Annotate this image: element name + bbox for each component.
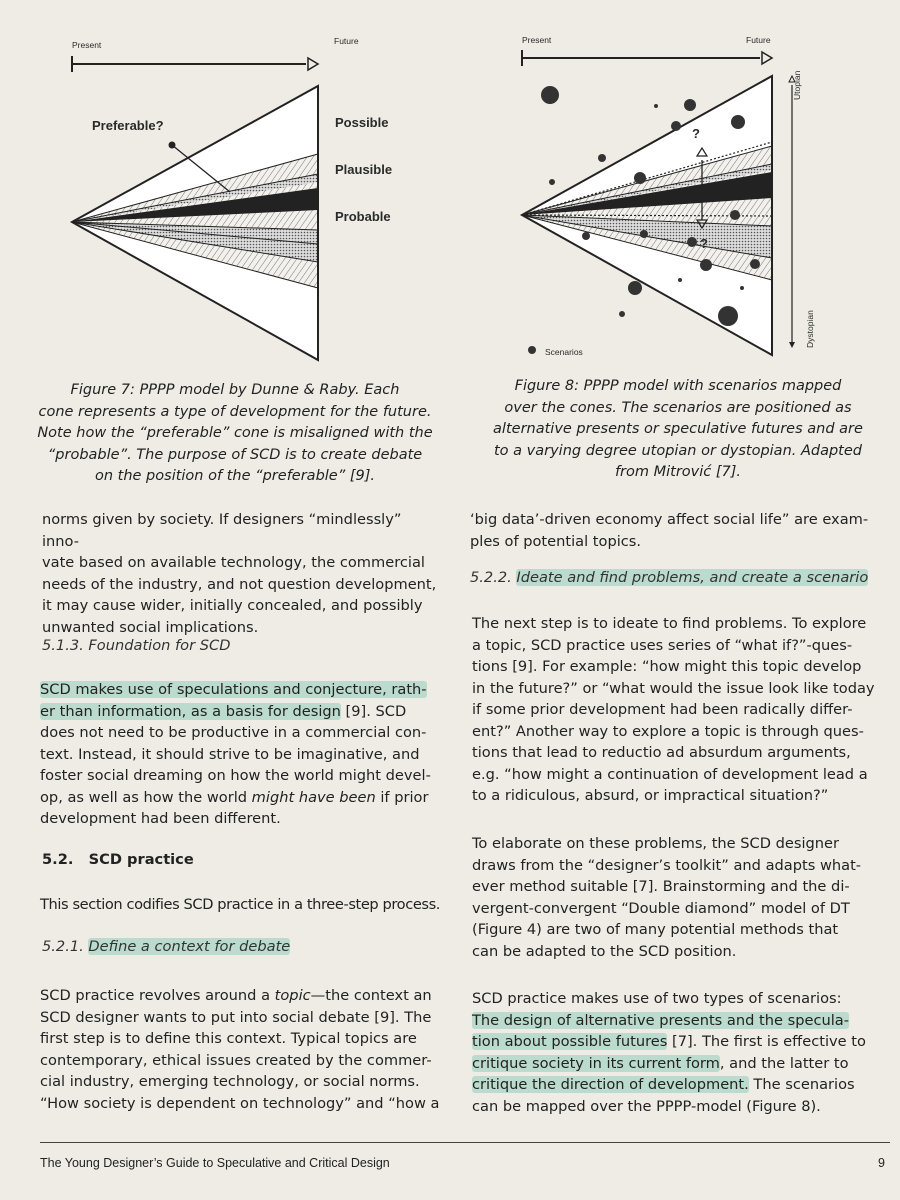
left-paragraph-4: SCD practice revolves around a topic—the context an SCD designer wants to put into social debate [9]. The first step is to define this context. Typical topics are contemporary, ethical issues created by the commer- cial industry, emerging technology, or social norms. “How society is dependent on technology” and “how a [40,987,440,1112]
fig7-future-label: Future [334,36,359,46]
footer-rule [40,1142,890,1143]
fig8-utopian-label: Utopian [792,70,802,100]
right-paragraph-3: To elaborate on these problems, the SCD designer draws from the “designer’s toolkit” and adapts what- ever method suitable [7]. Brainstorming and the di- vergent-convergent “Double diamond” model of DT (Figure 4) are two of many potential methods that can be adapted to the SCD position. [472,835,862,960]
fig8-present-label: Present [522,35,552,45]
fig7-possible-label: Possible [335,115,389,130]
footer-title: The Young Designer’s Guide to Speculative and Critical Design [40,1156,390,1170]
fig7-probable-label: Probable [335,209,391,224]
fig8-future-label: Future [746,35,771,45]
fig8-question-mark-top: ? [692,126,700,141]
fig7-present-label: Present [72,40,102,50]
fig8-dystopian-label: Dystopian [805,310,815,348]
left-paragraph-1: norms given by society. If designers “mindlessly” inno- vate based on available technology, the commercial needs of the industry, and not question development, it may cause wider, initially concealed, and possibly unwanted social implications. [42,511,437,636]
left-paragraph-3: This section codifies SCD practice in a three-step process. [40,896,441,913]
heading-5-2-1: 5.2.1. Define a context for debate [42,938,291,955]
right-paragraph-2: The next step is to ideate to find problems. To explore a topic, SCD practice uses series of “what if?”-ques- tions [9]. For example: “how might this topic develop in the future?” or “what would the issue look like today if some prior development had been radically differ- ent?” Another way to explore a topic is through ques- tions that lead to reductio ad absurdum arguments, e.g. “how might a continuation of development lead a to a ridiculous, absurd, or impractical situation?” [472,615,875,804]
fig8-question-mark-bottom: ? [700,236,708,251]
figure-8-diagram [510,30,840,370]
right-paragraph-1: ‘big data’-driven economy affect social life” are exam- ples of potential topics. [470,511,869,550]
figure-8-caption: Figure 8: PPPP model with scenarios mapped over the cones. The scenarios are positioned as alternative presents or speculative futures and are to a varying degree utopian or dystopian. Adapted from Mitrović [7]. [493,378,863,480]
left-paragraph-2: SCD makes use of speculations and conjecture, rath- er than information, as a basis for design [9]. SCD does not need to be productive in a commercial con- text. Instead, it should strive to be imaginative, and foster social dreaming on how the world might devel- op, as well as how the world might have been if prior development had been different. [40,681,431,827]
heading-5-1-3: 5.1.3. Foundation for SCD [42,637,231,654]
fig7-preferable-label: Preferable? [92,118,164,133]
fig8-scenarios-legend: Scenarios [545,347,583,357]
heading-5-2: 5.2. SCD practice [42,851,194,868]
page-number: 9 [878,1156,885,1170]
figure-7-diagram [60,30,420,370]
heading-5-2-2: 5.2.2. Ideate and find problems, and create a scenario [470,569,869,586]
figure-7-caption: Figure 7: PPPP model by Dunne & Raby. Each cone represents a type of development for the future. Note how the “preferable” cone is misaligned with the “probable”. The purpose of SCD is to create debate on the position of the “preferable” [9]. [37,382,433,484]
fig7-plausible-label: Plausible [335,162,393,177]
right-paragraph-4: SCD practice makes use of two types of scenarios: The design of alternative presents and the specula- tion about possible futures [7]. The first is effective to critique society in its current form, and the latter to critique the direction of development. The scenarios can be mapped over the PPPP-model (Figure 8). [472,990,866,1115]
